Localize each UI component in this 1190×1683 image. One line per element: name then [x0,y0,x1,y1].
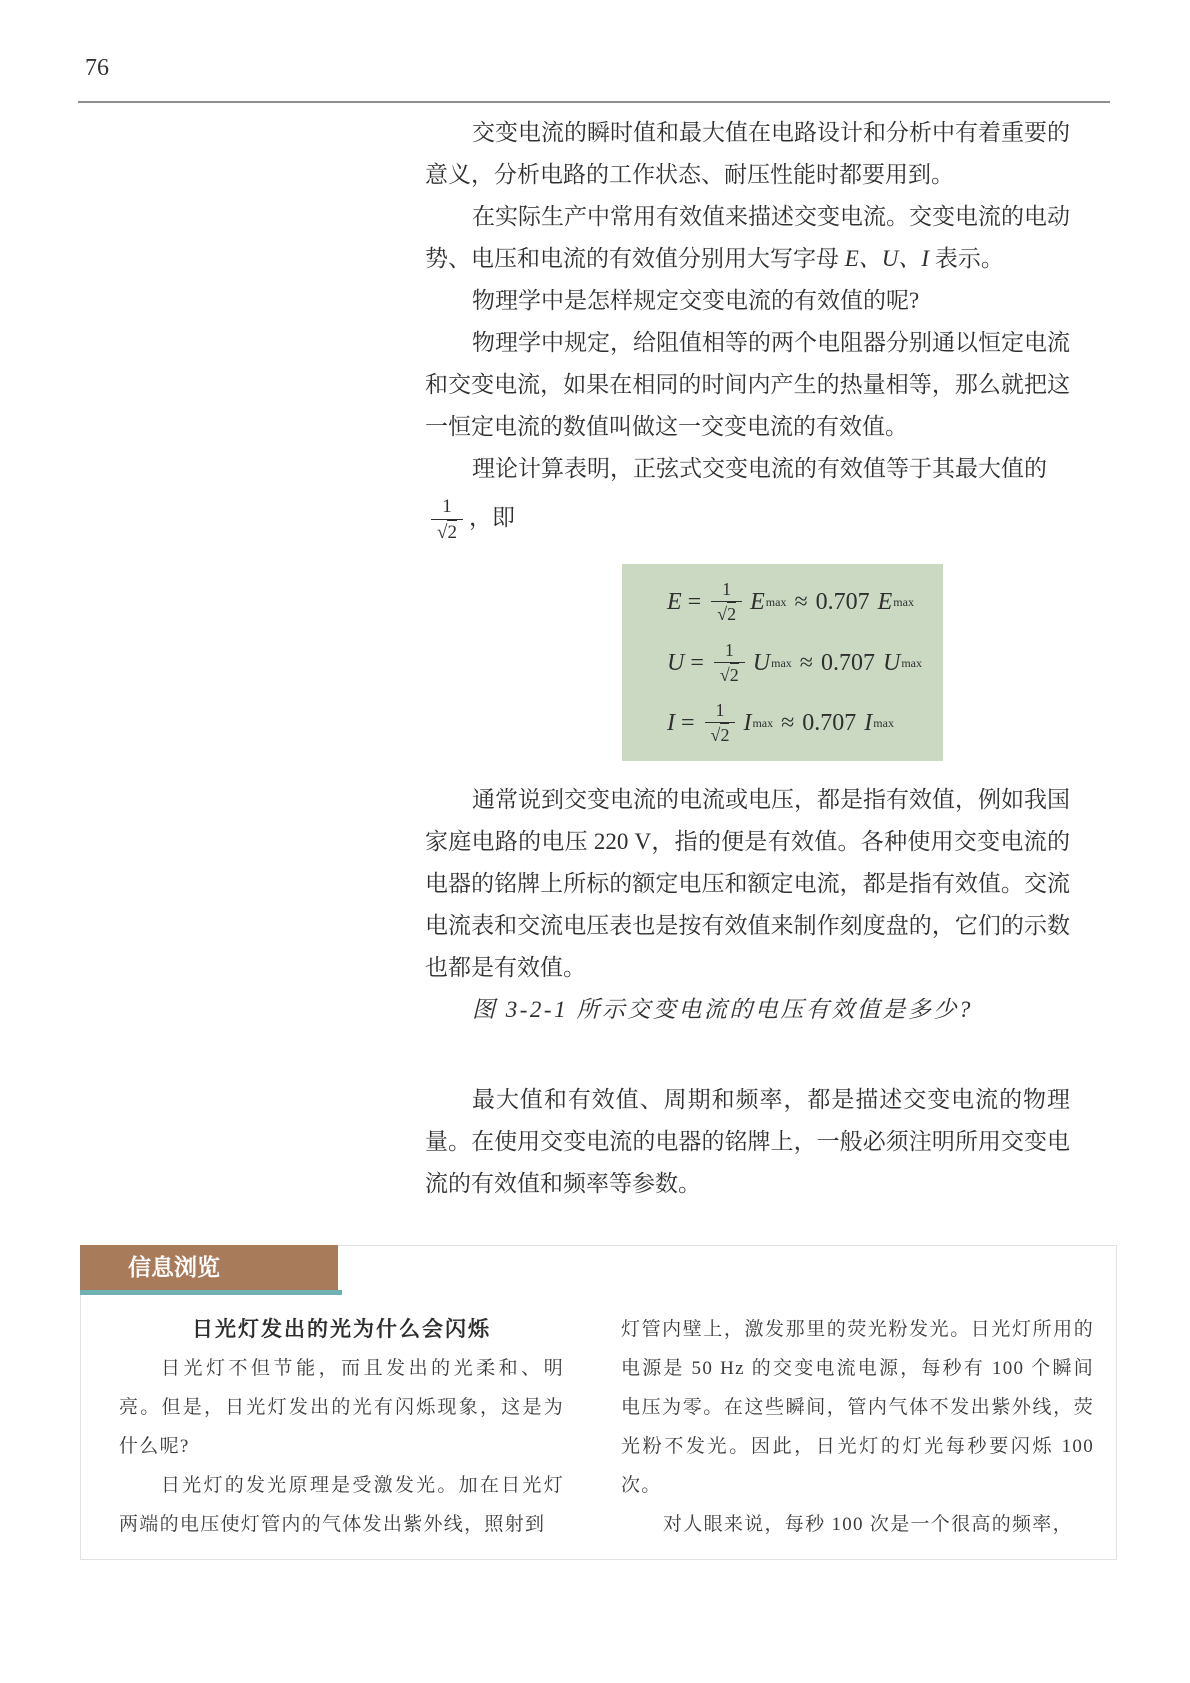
main-text-column [425,112,1070,1205]
body-paragraph-5: 理论计算表明，正弦式交变电流的有效值等于其最大值的 [472,456,1047,481]
formula-mid-var: I [743,709,752,736]
info-browse-header: 信息浏览 [80,1245,338,1290]
fraction-numerator: 1 [724,639,734,660]
coefficient: 0.707 [815,589,870,616]
equals-sign: = [687,589,702,616]
fraction-denominator [705,722,736,746]
symbol-variables: E、U、I [844,246,930,271]
info-left-paragraph-2: 日光灯的发光原理是受激发光。加在日光灯两端的电压使灯管内的气体发出紫外线，照射到 [119,1475,564,1535]
formula-mid-var: E [750,589,765,616]
approx-sign: ≈ [781,709,795,736]
radicand: 2 [447,521,457,543]
body-paragraph-2 [425,196,1070,280]
header-rule [78,101,1110,103]
info-article-title: 日光灯发出的光为什么会闪烁 [192,1318,491,1341]
max-subscript: max [752,715,774,730]
info-right-paragraph-1: 灯管内壁上，激发那里的荧光粉发光。日光灯所用的电源是 50 Hz 的交变电流电源，每秒有 100 个瞬间电压为零。在这些瞬间，管内气体不发出紫外线，荧光粉不发光。因此，日光灯的灯光每秒要闪烁 100 次。 [621,1319,1094,1496]
fraction-numerator: 1 [715,700,725,721]
radicand: 2 [720,724,730,745]
formula-row-emf [667,579,943,624]
approx-sign: ≈ [799,649,813,676]
info-right-paragraph-2: 对人眼来说，每秒 100 次是一个很高的频率， [663,1514,1073,1535]
radical-sign: √ [437,521,448,543]
effective-value-formula-box [622,564,943,761]
radicand: 2 [727,604,737,625]
radicand: 2 [729,664,739,685]
max-subscript: max [893,595,914,610]
formula-lhs: E [667,589,682,616]
body-paragraph-3-question: 物理学中是怎样规定交变电流的有效值的呢? [472,288,920,313]
equals-sign: = [681,709,695,736]
coefficient: 0.707 [820,649,875,676]
equals-sign: = [690,649,704,676]
radical-sign: √ [717,604,728,625]
fraction-numerator: 1 [722,579,732,600]
radical-sign: √ [719,664,730,685]
body-paragraph-4: 物理学中规定，给阻值相等的两个电阻器分别通以恒定电流和交变电流，如果在相同的时间内产生的热量相等，那么就把这一恒定电流的数值叫做这一交变电流的有效值。 [425,330,1070,439]
fraction-denominator [714,662,745,686]
radical-sign: √ [710,724,721,745]
paragraph-2-tail: 表示。 [929,246,1004,271]
one-over-sqrt2-fraction [711,579,742,624]
max-subscript: max [873,715,894,730]
info-column-left [119,1310,564,1544]
formula-lhs: I [667,709,675,736]
info-browse-panel [80,1245,1117,1560]
formula-row-voltage [667,640,943,685]
paragraph-2-text: 在实际生产中常用有效值来描述交变电流。交变电流的电动势、电压和电流的有效值分别用大写字母 [425,204,1070,271]
approx-sign: ≈ [794,589,808,616]
one-over-sqrt2-fraction [714,640,745,685]
fraction-denominator [431,519,463,544]
one-over-sqrt2-fraction [705,700,736,745]
formula-mid-var: U [752,649,771,676]
max-subscript: max [765,595,787,610]
fraction-denominator [711,601,742,625]
info-left-paragraph-1: 日光灯不但节能，而且发出的光柔和、明亮。但是，日光灯发出的光有闪烁现象，这是为什么呢? [119,1358,564,1457]
one-over-sqrt2-fraction [431,496,463,544]
formula-rhs-var: I [864,709,873,736]
body-paragraph-1: 交变电流的瞬时值和最大值在电路设计和分析中有着重要的意义，分析电路的工作状态、耐压性能时都要用到。 [425,120,1070,187]
body-paragraph-7: 最大值和有效值、周期和频率，都是描述交变电流的物理量。在使用交变电流的电器的铭牌上，一般必须注明所用交变电流的有效值和频率等参数。 [425,1087,1070,1196]
info-header-accent-bar [80,1290,342,1295]
formula-rhs-var: E [877,589,893,616]
max-subscript: max [901,655,922,670]
info-column-right [621,1310,1094,1544]
body-paragraph-6: 通常说到交变电流的电流或电压，都是指有效值，例如我国家庭电路的电压 220 V，指的便是有效值。各种使用交变电流的电器的铭牌上所标的额定电压和额定电流，都是指有效值。交流电流表和交流电压表也是按有效值来制作刻度盘的，它们的示数也都是有效值。 [425,787,1070,980]
coefficient: 0.707 [802,709,857,736]
figure-question: 图 3-2-1 所示交变电流的电压有效值是多少? [472,997,973,1022]
info-columns [119,1310,1094,1544]
formula-rhs-var: U [882,649,901,676]
formula-lhs: U [667,649,685,676]
page-number: 76 [85,55,109,81]
paragraph-5-tail: ，即 [468,505,515,531]
fraction-numerator: 1 [442,496,452,517]
formula-row-current [667,700,943,745]
inline-fraction-line [425,496,1070,554]
max-subscript: max [771,655,792,670]
